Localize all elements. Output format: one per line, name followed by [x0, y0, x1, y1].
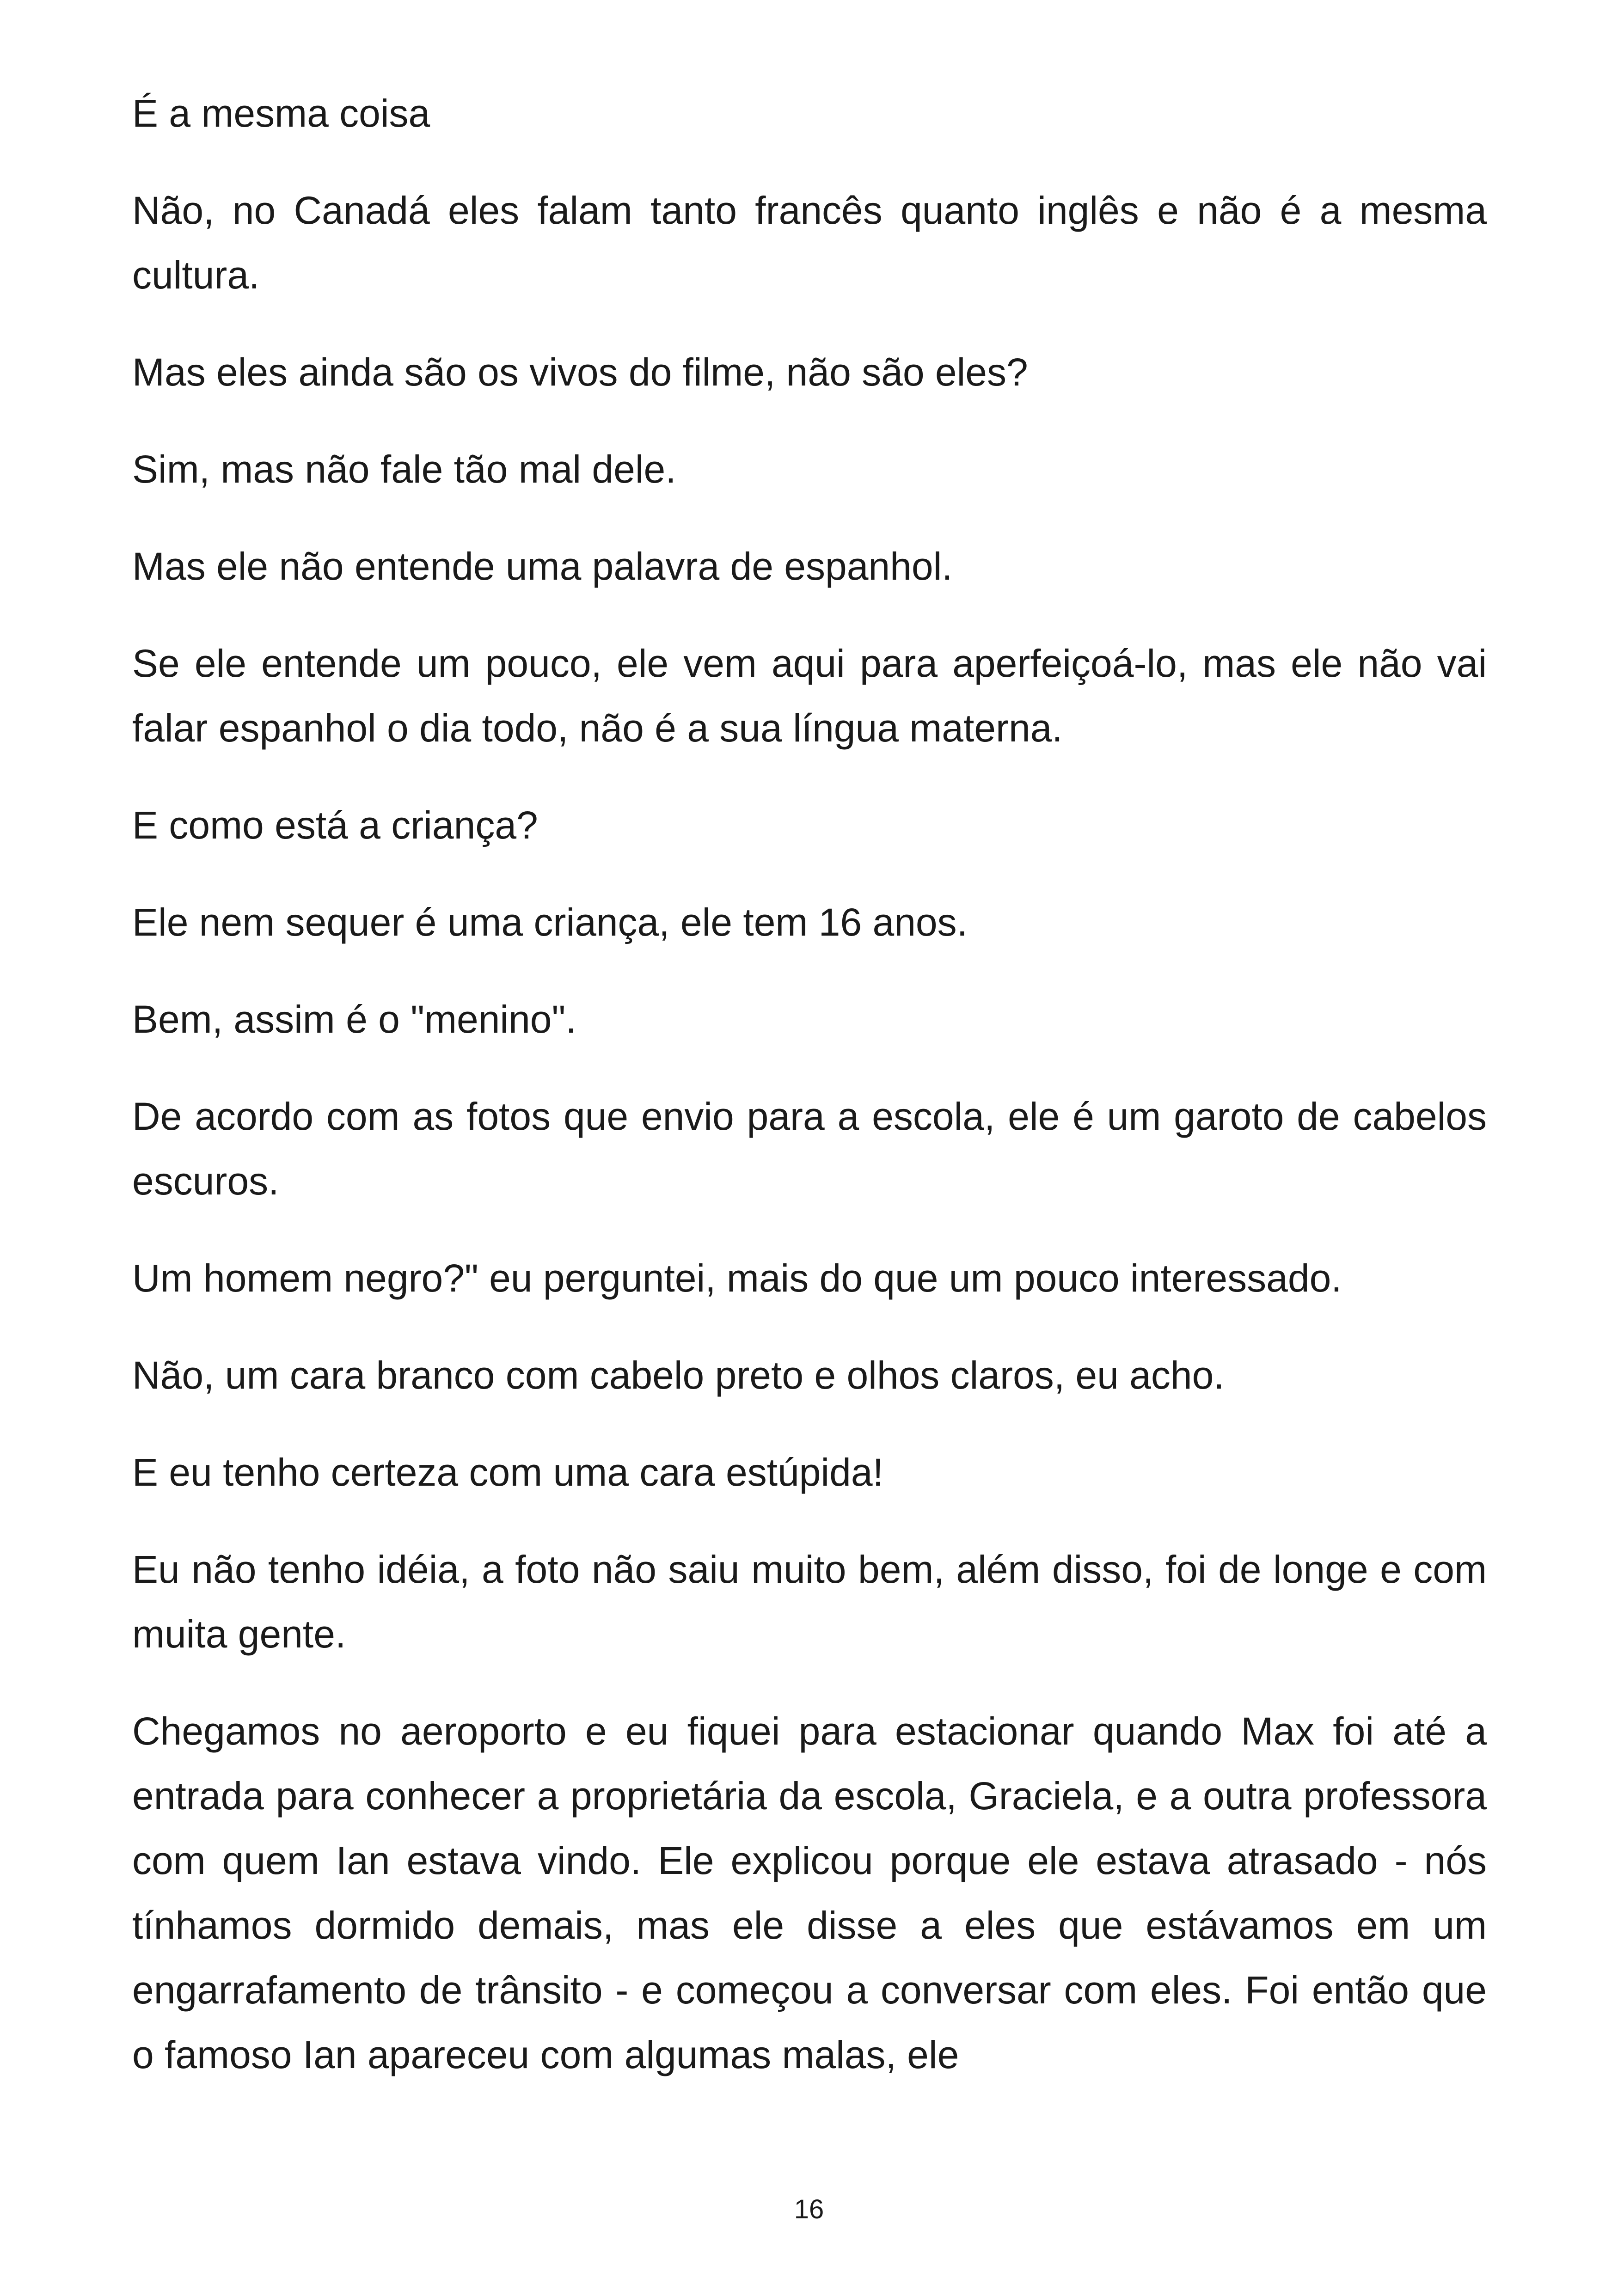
- page-body-text: [132, 81, 1487, 2119]
- paragraph: Sim, mas não fale tão mal dele.: [132, 447, 676, 491]
- paragraph: Bem, assim é o "menino".: [132, 998, 576, 1041]
- paragraph: Ele nem sequer é uma criança, ele tem 16 anos.: [132, 900, 968, 944]
- paragraph: Mas ele não entende uma palavra de espanhol.: [132, 545, 953, 588]
- page-number: 16: [794, 2194, 824, 2224]
- paragraph: Um homem negro?" eu perguntei, mais do que um pouco interessado.: [132, 1256, 1342, 1300]
- paragraph: E como está a criança?: [132, 803, 538, 847]
- paragraph: É a mesma coisa: [132, 92, 430, 135]
- paragraph: E eu tenho certeza com uma cara estúpida!: [132, 1451, 883, 1494]
- paragraph: Não, um cara branco com cabelo preto e olhos claros, eu acho.: [132, 1353, 1225, 1397]
- paragraph: Chegamos no aeroporto e eu fiquei para estacionar quando Max foi até a entrada para conhecer a proprietária da escola, Graciela, e a outra professora com quem Ian estava vindo. Ele explicou porque ele estava atrasado - nós tínhamos dormido demais, mas ele disse a eles que estávamos em um engarrafamento de trânsito - e começou a conversar com eles. Foi então que o famoso Ian apareceu com algumas malas, ele: [132, 1709, 1487, 2076]
- paragraph: Se ele entende um pouco, ele vem aqui para aperfeiçoá-lo, mas ele não vai falar espanhol o dia todo, não é a sua língua materna.: [132, 642, 1487, 750]
- paragraph: Não, no Canadá eles falam tanto francês quanto inglês e não é a mesma cultura.: [132, 189, 1487, 297]
- paragraph: De acordo com as fotos que envio para a escola, ele é um garoto de cabelos escuros.: [132, 1095, 1487, 1203]
- paragraph: Mas eles ainda são os vivos do filme, não são eles?: [132, 350, 1028, 394]
- paragraph: Eu não tenho idéia, a foto não saiu muito bem, além disso, foi de longe e com muita gente.: [132, 1548, 1487, 1656]
